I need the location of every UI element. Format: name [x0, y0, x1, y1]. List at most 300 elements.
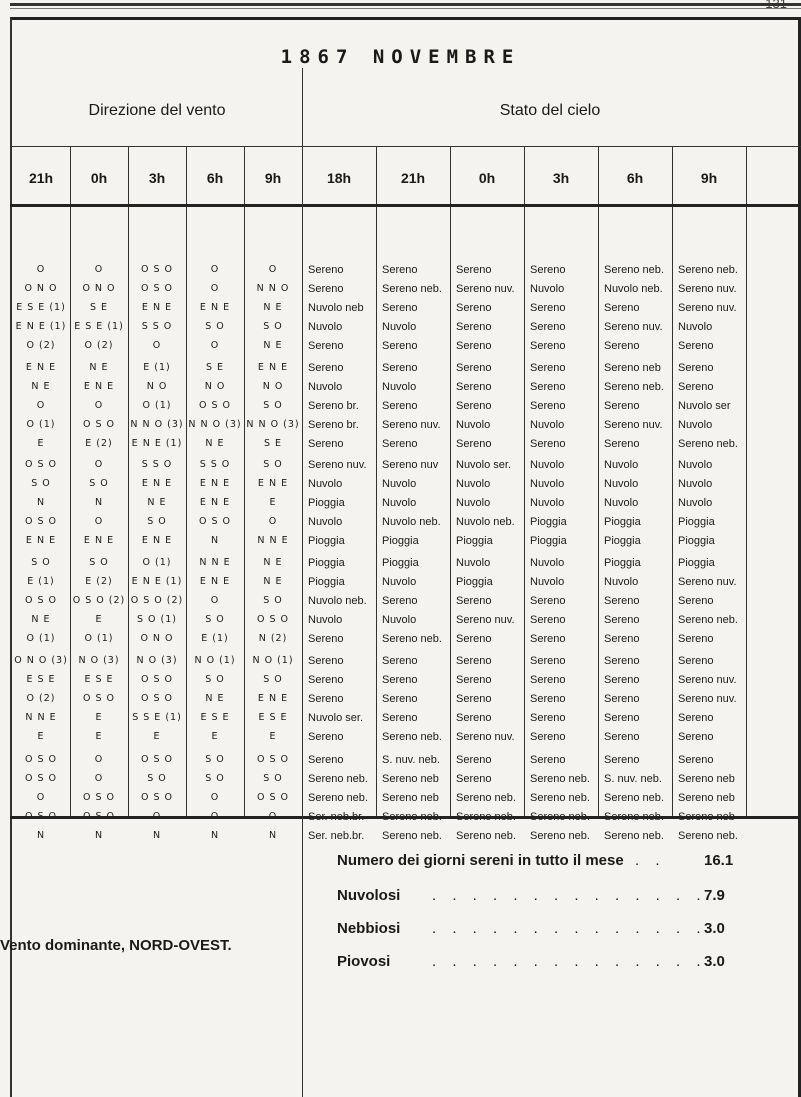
sky-cell: Sereno — [456, 693, 492, 705]
wind-cell: N — [210, 830, 220, 841]
sky-cell: Nuvolo neb — [308, 302, 364, 314]
wind-cell: E N E — [257, 362, 289, 373]
leader-dots: . . . . . . . . . . . . . . — [432, 920, 707, 937]
wind-cell: O — [94, 754, 104, 765]
sky-cell: Sereno neb. — [530, 830, 590, 842]
sky-cell: Sereno nuv. — [604, 419, 663, 431]
wind-cell: O S O — [140, 754, 174, 765]
wind-cell: O S O — [24, 595, 58, 606]
wind-cell: O N O — [24, 283, 58, 294]
sky-cell: Sereno — [456, 362, 492, 374]
sky-cell: Sereno — [678, 731, 714, 743]
wind-cell: O (1) — [142, 557, 172, 568]
sky-cell: Sereno — [604, 340, 640, 352]
sky-cell: Sereno — [604, 754, 640, 766]
wind-cell: O S O — [82, 419, 116, 430]
wind-cell: N O (1) — [194, 655, 236, 666]
sky-cell: Nuvolo — [604, 459, 639, 471]
sky-cell: Sereno — [530, 381, 566, 393]
wind-cell: S O — [263, 595, 283, 606]
wind-cell: E N E — [83, 535, 115, 546]
wind-cell: E — [269, 731, 277, 742]
column-header-rule — [10, 204, 801, 207]
sky-cell: Sereno — [604, 712, 640, 724]
wind-cell: E (1) — [143, 362, 171, 373]
wind-cell: O S O — [24, 754, 58, 765]
sky-cell: Sereno neb. — [604, 381, 664, 393]
sky-cell: Sereno — [456, 655, 492, 667]
wind-cell: S O — [205, 674, 225, 685]
sky-cell: Pioggia — [382, 557, 419, 569]
wind-cell: E N E (1) — [131, 438, 183, 449]
sky-cell: Pioggia — [604, 516, 641, 528]
stat-label: Piovosi — [337, 953, 391, 970]
sky-cell: Pioggia — [530, 535, 567, 547]
sky-cell: Sereno — [456, 264, 492, 276]
wind-cell: E S E — [200, 712, 230, 723]
sky-cell: Sereno neb. — [604, 264, 664, 276]
sky-cell: Sereno — [678, 712, 714, 724]
wind-cell: E S E — [84, 674, 114, 685]
sky-cell: Sereno br. — [308, 400, 359, 412]
wind-cell: N — [268, 830, 278, 841]
wind-cell: N N O (3) — [130, 419, 184, 430]
sky-cell: Sereno — [456, 400, 492, 412]
sky-cell: Sereno — [530, 340, 566, 352]
sky-cell: Sereno neb — [382, 773, 439, 785]
sky-cell: Sereno — [456, 438, 492, 450]
sky-cell: Pioggia — [308, 576, 345, 588]
wind-cell: E — [211, 731, 219, 742]
wind-cell: O S O — [140, 264, 174, 275]
sky-cell: Sereno — [456, 340, 492, 352]
sky-cell: Pioggia — [456, 535, 493, 547]
sky-cell: Sereno — [678, 381, 714, 393]
wind-cell: S O — [89, 557, 109, 568]
wind-cell: O S O — [198, 400, 232, 411]
wind-cell: E — [95, 614, 103, 625]
sky-cell: Pioggia — [604, 557, 641, 569]
sky-cell: Sereno — [604, 614, 640, 626]
sky-cell: Sereno — [382, 340, 418, 352]
sky-cell: Sereno — [456, 633, 492, 645]
wind-cell: S O — [263, 773, 283, 784]
wind-cell: E N E — [257, 693, 289, 704]
wind-cell: S O — [31, 478, 51, 489]
wind-cell: N O — [262, 381, 284, 392]
wind-cell: O — [152, 340, 162, 351]
sky-cell: Nuvolo — [604, 478, 639, 490]
wind-cell: E N E — [199, 478, 231, 489]
wind-cell: O S O — [256, 614, 290, 625]
wind-hour-header: 21h — [28, 170, 54, 186]
sky-cell: Sereno neb. — [678, 438, 738, 450]
sky-cell: Pioggia — [530, 516, 567, 528]
wind-cell: O — [94, 264, 104, 275]
sky-cell: Sereno neb. — [308, 792, 368, 804]
sky-cell: S. nuv. neb. — [382, 754, 440, 766]
sky-cell: Sereno — [678, 633, 714, 645]
wind-cell: S O — [205, 321, 225, 332]
wind-cell: E N E — [199, 576, 231, 587]
sky-cell: Nuvolo — [456, 497, 491, 509]
wind-cell: S O — [31, 557, 51, 568]
sky-cell: Pioggia — [308, 535, 345, 547]
sky-cell: Nuvolo — [382, 381, 417, 393]
sky-cell: Nuvolo — [308, 516, 343, 528]
wind-cell: N — [36, 497, 46, 508]
wind-cell: O S O — [198, 516, 232, 527]
wind-cell: E S E — [258, 712, 288, 723]
wind-cell: O — [268, 516, 278, 527]
sky-cell: Sereno neb — [382, 792, 439, 804]
wind-cell: E N E — [83, 381, 115, 392]
sky-cell: Sereno — [382, 595, 418, 607]
stat-label: Numero dei giorni sereni in tutto il mese — [337, 852, 624, 869]
sky-cell: Sereno nuv. — [456, 283, 515, 295]
wind-cell: O — [268, 264, 278, 275]
wind-cell: S O — [147, 773, 167, 784]
stat-value: 3.0 — [704, 920, 725, 937]
wind-cell: S O — [147, 516, 167, 527]
wind-cell: O S O — [82, 693, 116, 704]
wind-hour-header: 0h — [90, 170, 108, 186]
sky-cell: Sereno nuv. — [382, 419, 441, 431]
sky-cell: Nuvolo — [530, 497, 565, 509]
wind-cell: O — [36, 400, 46, 411]
wind-cell: O — [94, 459, 104, 470]
sky-cell: Pioggia — [678, 557, 715, 569]
sky-cell: Sereno — [530, 655, 566, 667]
sky-cell: Pioggia — [456, 576, 493, 588]
header-rule — [10, 146, 801, 147]
sky-cell: Sereno — [308, 438, 344, 450]
sky-cell: Sereno — [530, 674, 566, 686]
sky-hour-header: 21h — [400, 170, 426, 186]
wind-cell: S S O — [199, 459, 231, 470]
sky-cell: Sereno — [604, 633, 640, 645]
sky-cell: Sereno nuv — [382, 459, 439, 471]
sky-cell: Nuvolo — [678, 321, 713, 333]
sky-cell: Sereno — [604, 438, 640, 450]
wind-hour-header: 3h — [148, 170, 166, 186]
wind-cell: O (2) — [26, 340, 56, 351]
sky-cell: Sereno — [530, 595, 566, 607]
wind-cell: O S O — [24, 516, 58, 527]
sky-cell: Sereno neb. — [382, 830, 442, 842]
sky-cell: Sereno br. — [308, 419, 359, 431]
sky-cell: Sereno — [382, 655, 418, 667]
wind-cell: S O — [263, 674, 283, 685]
sky-cell: Sereno — [530, 362, 566, 374]
wind-cell: N E — [263, 576, 283, 587]
wind-cell: S O — [205, 614, 225, 625]
sky-cell: Sereno — [308, 362, 344, 374]
wind-cell: O (2) — [26, 693, 56, 704]
sky-cell: Sereno neb. — [678, 264, 738, 276]
sky-cell: Sereno nuv. — [678, 693, 737, 705]
sky-cell: Sereno — [456, 674, 492, 686]
sky-cell: Sereno — [530, 633, 566, 645]
sky-section-header: Stato del cielo — [499, 102, 601, 119]
sky-cell: Nuvolo — [382, 614, 417, 626]
sky-cell: Sereno nuv. — [308, 459, 367, 471]
sky-cell: Sereno — [308, 264, 344, 276]
dominant-wind: Vento dominante, NORD-OVEST. — [0, 937, 232, 954]
sky-cell: Sereno — [678, 595, 714, 607]
wind-cell: O (1) — [26, 633, 56, 644]
wind-cell: S O — [263, 400, 283, 411]
wind-hour-header: 6h — [206, 170, 224, 186]
sky-cell: Nuvolo ser — [678, 400, 731, 412]
wind-cell: O — [94, 516, 104, 527]
sky-hour-header: 3h — [552, 170, 570, 186]
sky-cell: Nuvolo — [604, 576, 639, 588]
sky-cell: Sereno — [530, 693, 566, 705]
wind-cell: S O — [263, 459, 283, 470]
wind-cell: O (1) — [26, 419, 56, 430]
sky-cell: Sereno — [382, 438, 418, 450]
leader-dots: . . . . . . . . . . . . . . — [432, 887, 707, 904]
top-rule-thin — [10, 8, 801, 9]
wind-cell: E N E — [199, 497, 231, 508]
sky-cell: Nuvolo — [530, 459, 565, 471]
sky-cell: Sereno — [308, 754, 344, 766]
page-title: 1867 NOVEMBRE — [280, 46, 521, 68]
sky-cell: Sereno — [604, 674, 640, 686]
sky-cell: Sereno — [456, 381, 492, 393]
sky-cell: Sereno — [308, 283, 344, 295]
sky-cell: Sereno — [530, 614, 566, 626]
sky-cell: Sereno — [308, 731, 344, 743]
wind-cell: O S O (2) — [130, 595, 184, 606]
wind-cell: N E — [263, 340, 283, 351]
wind-cell: E — [153, 731, 161, 742]
sky-cell: Nuvolo — [308, 381, 343, 393]
sky-cell: Pioggia — [604, 535, 641, 547]
sky-cell: Sereno neb. — [530, 773, 590, 785]
sky-cell: Sereno — [604, 655, 640, 667]
sky-cell: Pioggia — [678, 516, 715, 528]
wind-cell: N E — [263, 302, 283, 313]
wind-cell: E — [269, 497, 277, 508]
sky-cell: Sereno neb. — [382, 633, 442, 645]
sky-cell: Nuvolo neb. — [308, 595, 367, 607]
wind-cell: N N E — [25, 712, 57, 723]
section-divider — [302, 68, 303, 1097]
sky-cell: Nuvolo — [382, 321, 417, 333]
sky-cell: Sereno neb. — [382, 731, 442, 743]
table-bottom-rule — [10, 816, 801, 819]
sky-cell: Sereno — [456, 773, 492, 785]
wind-cell: O (1) — [142, 400, 172, 411]
sky-cell: Nuvolo — [308, 321, 343, 333]
wind-cell: O S O — [140, 283, 174, 294]
wind-cell: O — [210, 264, 220, 275]
sky-cell: Pioggia — [678, 535, 715, 547]
wind-cell: E (1) — [27, 576, 55, 587]
stat-label: Nebbiosi — [337, 920, 401, 937]
wind-cell: E N E — [141, 302, 173, 313]
sky-cell: Sereno neb. — [456, 830, 516, 842]
wind-cell: E S E (1) — [74, 321, 124, 332]
sky-cell: Sereno — [456, 321, 492, 333]
sky-cell: Sereno — [382, 400, 418, 412]
sky-cell: Sereno — [308, 674, 344, 686]
wind-cell: S E — [89, 302, 109, 313]
wind-cell: N O (3) — [136, 655, 178, 666]
wind-cell: E N E — [199, 302, 231, 313]
sky-cell: Sereno — [456, 595, 492, 607]
sky-cell: Sereno — [308, 693, 344, 705]
wind-cell: O S O — [140, 674, 174, 685]
sky-cell: Nuvolo — [530, 576, 565, 588]
wind-cell: N O (1) — [252, 655, 294, 666]
sky-cell: Sereno — [604, 400, 640, 412]
sky-cell: Nuvolo — [604, 497, 639, 509]
wind-cell: E S E (1) — [16, 302, 66, 313]
wind-cell: E (1) — [201, 633, 229, 644]
sky-hour-header: 9h — [700, 170, 718, 186]
wind-cell: N — [94, 497, 104, 508]
sky-cell: Sereno — [604, 693, 640, 705]
wind-cell: S S E (1) — [132, 712, 182, 723]
wind-cell: O S O — [256, 792, 290, 803]
sky-cell: Nuvolo neb. — [382, 516, 441, 528]
sky-cell: Nuvolo — [382, 576, 417, 588]
sky-cell: Sereno — [678, 655, 714, 667]
stat-value: 16.1 — [704, 852, 734, 869]
wind-cell: O S O (2) — [72, 595, 126, 606]
wind-cell: O — [210, 340, 220, 351]
wind-cell: S O — [89, 478, 109, 489]
sky-cell: Pioggia — [308, 557, 345, 569]
sky-cell: Nuvolo — [382, 497, 417, 509]
sky-cell: Nuvolo — [530, 283, 565, 295]
wind-cell: O — [36, 264, 46, 275]
wind-cell: S O — [205, 754, 225, 765]
wind-hour-header: 9h — [264, 170, 282, 186]
wind-cell: N N O (3) — [246, 419, 300, 430]
wind-cell: O S O — [24, 459, 58, 470]
sky-cell: Nuvolo — [530, 557, 565, 569]
sky-cell: Nuvolo — [456, 478, 491, 490]
leader-dots: . . . . . . . . . . . . . . — [432, 953, 707, 970]
wind-cell: O — [94, 773, 104, 784]
sky-cell: Sereno nuv. — [678, 576, 737, 588]
sky-cell: Sereno — [678, 754, 714, 766]
sky-cell: Sereno neb — [678, 792, 735, 804]
sky-cell: Sereno neb. — [456, 792, 516, 804]
sky-cell: S. nuv. neb. — [604, 773, 662, 785]
sky-cell: Sereno neb. — [604, 792, 664, 804]
wind-cell: E (2) — [85, 438, 113, 449]
wind-cell: E N E — [25, 362, 57, 373]
sky-cell: Nuvolo — [530, 419, 565, 431]
wind-cell: N — [210, 535, 220, 546]
sky-cell: Sereno — [678, 340, 714, 352]
sky-cell: Sereno nuv. — [678, 674, 737, 686]
wind-cell: E (2) — [85, 576, 113, 587]
wind-cell: N — [36, 830, 46, 841]
sky-cell: Sereno — [530, 731, 566, 743]
sky-cell: Sereno — [456, 712, 492, 724]
wind-cell: N E — [147, 497, 167, 508]
wind-cell: E — [37, 731, 45, 742]
sky-cell: Nuvolo — [530, 478, 565, 490]
sky-cell: Pioggia — [382, 535, 419, 547]
wind-cell: E — [95, 731, 103, 742]
sky-hour-header: 6h — [626, 170, 644, 186]
sky-cell: Sereno neb. — [678, 614, 738, 626]
wind-cell: E S E — [26, 674, 56, 685]
wind-cell: N E — [263, 557, 283, 568]
wind-cell: N E — [89, 362, 109, 373]
stat-value: 3.0 — [704, 953, 725, 970]
wind-cell: E N E — [25, 535, 57, 546]
sky-cell: Sereno — [604, 731, 640, 743]
sky-cell: Sereno — [530, 438, 566, 450]
sky-cell: Sereno — [382, 264, 418, 276]
sky-cell: Sereno neb. — [382, 283, 442, 295]
sky-cell: Sereno neb — [604, 362, 661, 374]
sky-cell: Sereno — [308, 655, 344, 667]
wind-cell: O S O — [140, 792, 174, 803]
sky-cell: Nuvolo — [308, 478, 343, 490]
sky-cell: Sereno — [456, 302, 492, 314]
sky-cell: Sereno — [530, 302, 566, 314]
sky-cell: Nuvolo — [382, 478, 417, 490]
wind-cell: O S O — [24, 773, 58, 784]
wind-cell: N E — [31, 614, 51, 625]
stat-label: Nuvolosi — [337, 887, 401, 904]
wind-cell: N O (3) — [78, 655, 120, 666]
wind-cell: O S O — [256, 754, 290, 765]
sky-cell: Sereno nuv. — [456, 731, 515, 743]
wind-cell: O S O — [140, 693, 174, 704]
wind-cell: O — [94, 400, 104, 411]
sky-cell: Sereno — [530, 712, 566, 724]
wind-section-header: Direzione del vento — [88, 102, 226, 119]
sky-cell: Nuvolo — [678, 478, 713, 490]
wind-cell: S E — [205, 362, 225, 373]
wind-cell: S S O — [141, 459, 173, 470]
top-rule — [10, 3, 801, 6]
sky-cell: Sereno — [530, 754, 566, 766]
wind-cell: N E — [205, 693, 225, 704]
wind-cell: N E — [31, 381, 51, 392]
leader-dots: . . — [635, 852, 666, 869]
wind-cell: E — [37, 438, 45, 449]
sky-cell: Sereno — [456, 754, 492, 766]
sky-cell: Sereno neb. — [308, 773, 368, 785]
sky-cell: Sereno nuv. — [678, 283, 737, 295]
sky-cell: Nuvolo — [678, 419, 713, 431]
sky-cell: Nuvolo — [456, 557, 491, 569]
wind-cell: O — [210, 792, 220, 803]
sky-cell: Sereno — [678, 362, 714, 374]
sky-cell: Sereno nuv. — [604, 321, 663, 333]
wind-cell: O — [210, 283, 220, 294]
wind-cell: O — [36, 792, 46, 803]
sky-cell: Nuvolo — [456, 419, 491, 431]
wind-cell: S S O — [141, 321, 173, 332]
sky-cell: Sereno — [382, 674, 418, 686]
wind-cell: O (2) — [84, 340, 114, 351]
sky-cell: Nuvolo neb. — [604, 283, 663, 295]
wind-cell: E N E (1) — [15, 321, 67, 332]
wind-cell: O — [210, 595, 220, 606]
